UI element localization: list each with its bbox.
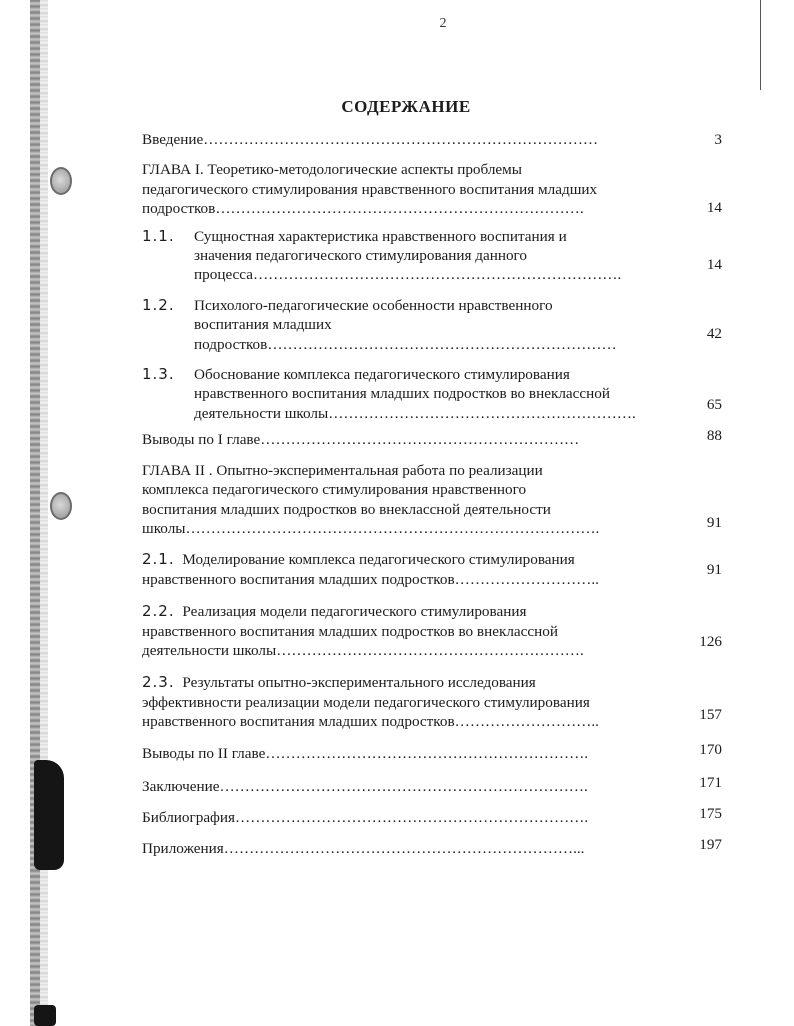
toc-page-number: 42 bbox=[706, 324, 722, 342]
toc-entry-section-1-2 bbox=[142, 296, 722, 354]
toc-entry-text bbox=[194, 296, 674, 354]
toc-line: нравственного воспитания младших подростков во внеклассной bbox=[194, 385, 610, 403]
toc-line bbox=[142, 602, 682, 621]
toc-entry-text bbox=[142, 808, 674, 827]
toc-page-number: 91 bbox=[706, 561, 722, 579]
toc-line: Сущностная характеристика нравственного воспитания и bbox=[194, 227, 567, 245]
section-number: 2.3. bbox=[142, 673, 175, 692]
toc-line: школы………………………………………………………………………. bbox=[142, 519, 600, 537]
toc-entry-text bbox=[142, 744, 674, 763]
toc-entry-text bbox=[142, 673, 682, 731]
toc-line: деятельности школы……………………………………………………. bbox=[142, 641, 584, 659]
toc-line: нравственного воспитания младших подростков во внеклассной bbox=[142, 622, 558, 640]
toc-entry-text bbox=[194, 227, 674, 285]
toc-line: процесса………………………………………………………………. bbox=[194, 266, 622, 284]
toc-page-number: 197 bbox=[699, 835, 722, 853]
scan-binding-blot bbox=[34, 760, 64, 870]
scan-left-edge bbox=[30, 0, 40, 1026]
scan-binding-blot-bottom bbox=[34, 1005, 56, 1026]
toc-entry-text bbox=[142, 777, 674, 796]
toc-line: деятельности школы……………………………………………………. bbox=[194, 404, 636, 422]
section-number: 2.1. bbox=[142, 550, 175, 569]
punch-hole-icon bbox=[50, 492, 72, 520]
toc-line bbox=[142, 673, 682, 692]
toc-entry-section-1-3 bbox=[142, 365, 722, 423]
toc-entry-conclusions-1 bbox=[142, 427, 722, 449]
toc-line: воспитания младших подростков во внеклассной деятельности bbox=[142, 500, 551, 518]
toc-page-number: 3 bbox=[714, 131, 722, 148]
toc-entry-conclusions-2 bbox=[142, 740, 722, 763]
toc-entry-appendix bbox=[142, 835, 722, 858]
toc-entry-introduction bbox=[142, 130, 722, 149]
toc-line: комплекса педагогического стимулирования нравственного bbox=[142, 481, 527, 499]
toc-entry-text bbox=[194, 365, 674, 423]
toc-line: ГЛАВА I. Теоретико-методологические аспекты проблемы bbox=[142, 161, 522, 179]
toc-line: Выводы по I главе……………………………………………………… bbox=[142, 431, 580, 449]
toc-entry-text bbox=[142, 160, 674, 218]
toc-entry-conclusion bbox=[142, 773, 722, 796]
toc-line-text: Реализация модели педагогического стимулирования bbox=[182, 603, 527, 621]
section-number: 1.1. bbox=[142, 226, 175, 245]
toc-line: воспитания младших bbox=[194, 316, 332, 334]
punch-hole-icon bbox=[50, 167, 72, 195]
table-of-contents bbox=[142, 130, 722, 858]
scan-left-edge-shadow bbox=[40, 0, 48, 1026]
toc-entry-text bbox=[142, 130, 674, 149]
toc-line: Введение…………………………………………………………………… bbox=[142, 131, 599, 148]
toc-page-number: 157 bbox=[699, 706, 722, 724]
toc-page-number: 171 bbox=[699, 773, 722, 791]
toc-line: ГЛАВА II . Опытно-экспериментальная работа по реализации bbox=[142, 461, 543, 479]
toc-line: значения педагогического стимулирования данного bbox=[194, 247, 528, 265]
toc-entry-section-1-1 bbox=[142, 227, 722, 285]
page-number: 2 bbox=[439, 16, 447, 31]
toc-line: подростков…………………………………………………………… bbox=[194, 335, 617, 353]
toc-entry-text bbox=[142, 839, 674, 858]
section-number: 1.2. bbox=[142, 295, 175, 314]
scan-right-edge-line bbox=[760, 0, 761, 90]
toc-page-number: 126 bbox=[699, 633, 722, 651]
toc-page-number: 14 bbox=[706, 199, 722, 217]
toc-line: Выводы по II главе………………………………………………………. bbox=[142, 744, 589, 762]
section-number: 1.3. bbox=[142, 365, 175, 384]
toc-line: педагогического стимулирования нравственного воспитания младших bbox=[142, 180, 598, 198]
toc-entry-section-2-2 bbox=[142, 602, 722, 660]
page-title: СОДЕРЖАНИЕ bbox=[341, 97, 471, 116]
toc-line-text: Моделирование комплекса педагогического стимулирования bbox=[182, 551, 575, 569]
toc-line: Психолого-педагогические особенности нравственного bbox=[194, 296, 553, 314]
toc-line: Заключение………………………………………………………………. bbox=[142, 777, 588, 795]
toc-entry-text bbox=[142, 461, 674, 539]
toc-page-number: 175 bbox=[699, 805, 722, 823]
toc-entry-chapter-1 bbox=[142, 160, 722, 218]
toc-line: Приложения……………………………………………………………... bbox=[142, 839, 585, 857]
toc-line: подростков………………………………………………………………. bbox=[142, 200, 584, 218]
toc-line: эффективности реализации модели педагогического стимулирования bbox=[142, 693, 590, 711]
toc-page-number: 170 bbox=[699, 740, 722, 758]
section-number: 2.2. bbox=[142, 602, 175, 621]
toc-page-number: 88 bbox=[706, 427, 722, 445]
toc-entry-bibliography bbox=[142, 805, 722, 827]
toc-entry-text bbox=[142, 430, 674, 449]
toc-line-text: Результаты опытно-экспериментального исследования bbox=[182, 674, 536, 692]
toc-line bbox=[142, 550, 682, 569]
toc-page-number: 14 bbox=[706, 255, 722, 273]
toc-page-number: 91 bbox=[706, 513, 722, 531]
toc-line: нравственного воспитания младших подростков……………………….. bbox=[142, 713, 599, 731]
toc-entry-chapter-2 bbox=[142, 461, 722, 539]
toc-entry-section-2-3 bbox=[142, 673, 722, 731]
toc-entry-section-2-1 bbox=[142, 550, 722, 589]
toc-entry-text bbox=[142, 602, 682, 660]
toc-line: Библиография……………………………………………………………. bbox=[142, 809, 589, 827]
toc-line: Обоснование комплекса педагогического стимулирования bbox=[194, 366, 570, 384]
toc-page-number: 65 bbox=[706, 396, 722, 414]
toc-entry-text bbox=[142, 550, 682, 589]
toc-line: нравственного воспитания младших подростков……………………….. bbox=[142, 570, 599, 588]
